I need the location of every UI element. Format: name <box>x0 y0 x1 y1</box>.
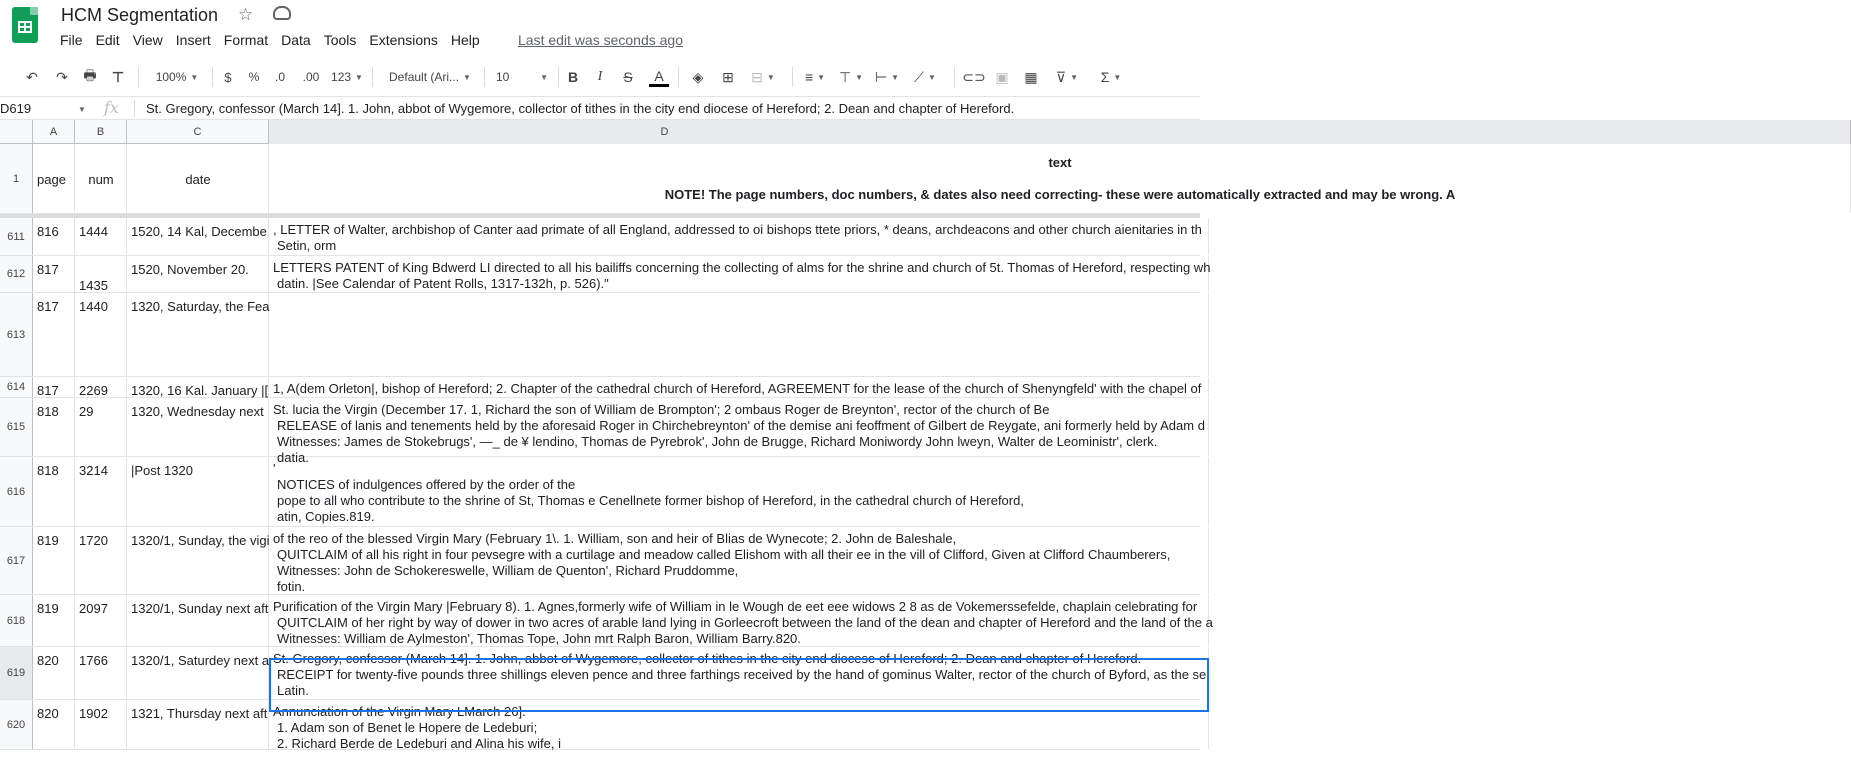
text-color-swatch <box>649 84 669 87</box>
table-row <box>0 527 1200 595</box>
cell-page[interactable]: 817 <box>33 256 75 292</box>
paint-format-icon[interactable]: ⊤ <box>111 68 125 85</box>
sheet-grid <box>0 144 1456 757</box>
formula-bar <box>0 96 1200 120</box>
fx-icon: fx <box>104 98 119 117</box>
cell-page[interactable]: 817 <box>33 377 75 397</box>
cell-text-line: RELEASE of lanis and tenements held by the aforesaid Roger in Chirchebreynton' of the demise ani feoffment of Gilbert de Reygate, ani formerly held by Adam d <box>277 418 1205 433</box>
cell-date[interactable]: 1320, Wednesday next <box>127 398 269 456</box>
row-header[interactable]: 619 <box>0 647 33 699</box>
toolbar <box>0 63 1200 93</box>
cell-page[interactable]: 820 <box>33 700 75 749</box>
row-header[interactable]: 612 <box>0 256 33 292</box>
column-header-c[interactable]: C <box>127 120 269 144</box>
cell-text-line: Witnesses: William de Aylmeston', Thomas Tope, John mrt Ralph Baron, William Barry.820. <box>277 631 801 646</box>
table-row <box>0 218 1200 256</box>
chevron-down-icon: ▼ <box>355 72 363 82</box>
cell-num[interactable]: 29 <box>75 398 127 456</box>
currency-format-button[interactable]: $ <box>224 69 232 85</box>
cell-text-line: Latin. <box>277 683 309 698</box>
print-icon[interactable]: 🖶 <box>83 67 97 83</box>
row-header[interactable]: 611 <box>0 218 33 255</box>
column-header-a[interactable]: A <box>33 120 75 144</box>
column-header-d[interactable] <box>269 120 1851 144</box>
decrease-decimal-button[interactable]: .0 <box>274 70 285 84</box>
cell-page[interactable]: 817 <box>33 293 75 376</box>
text-rotation-icon[interactable]: ⟋ ▼ <box>914 68 936 85</box>
cell-text-line: Witnesses: James de Stokebrugs', —_ de ¥ lendino, Thomas de Pyrebrok', John de Brugge, Richard Moniwordy John lweyn, Walter de Leoministr', clerk. <box>277 434 1158 449</box>
font-size-select[interactable] <box>492 63 552 91</box>
chevron-down-icon: ▼ <box>540 72 548 82</box>
cell-text-line: St. Gregory, confessor (March 14]. 1. John, abbot of Wygemore, collector of tithes in the city end diocese of Hereford; 2. Dean and chapter of Hereford. <box>273 651 1142 666</box>
undo-icon[interactable]: ↶ <box>26 68 38 85</box>
cell-text[interactable] <box>269 218 1209 255</box>
cell-text-line: QUITCLAIM of her right by way of dower in two acres of arable land lying in Gorleecroft between the land of the dean and chapter of Hereford and the land of the a <box>277 615 1213 630</box>
cell-text-line: of the reo of the blessed Virgin Mary (February 1\. 1. William, son and heir of Blias de Wynecote; 2. John de Baleshale, <box>273 531 957 546</box>
cell-text[interactable] <box>269 527 1209 594</box>
cell-page[interactable]: 820 <box>33 647 75 699</box>
header-cell-num[interactable]: num <box>75 144 127 213</box>
cell-text[interactable] <box>269 293 1209 376</box>
cell-date[interactable]: |Post 1320 <box>127 457 269 526</box>
cell-text-line: datin. |See Calendar of Patent Rolls, 1317-132h, p. 526)." <box>277 276 609 291</box>
name-box[interactable]: D619 <box>0 101 32 116</box>
cell-text-line: Annunciation of the Virgin Mary LMarch 26]. <box>273 704 526 719</box>
table-row <box>0 144 1456 214</box>
merge-cells-icon[interactable]: ⊟ ▼ <box>751 68 775 85</box>
cell-text-line: , LETTER of Walter, archbishop of Canter aad primate of all England, addressed to oi bishops ttete priors, * deans, archdeacons and other church aienitaries in th <box>273 222 1202 237</box>
row-header[interactable]: 616 <box>0 457 33 526</box>
cell-page[interactable]: 819 <box>33 595 75 646</box>
cell-text[interactable] <box>269 595 1213 646</box>
row-header[interactable]: 618 <box>0 595 33 646</box>
chevron-down-icon: ▼ <box>190 72 199 82</box>
last-edit-link[interactable]: Last edit was seconds ago <box>518 32 683 48</box>
font-size-value: 10 <box>496 70 510 84</box>
star-icon[interactable]: ☆ <box>238 5 254 24</box>
cell-text-line: 1, A(dem Orleton|, bishop of Hereford; 2. Chapter of the cathedral church of Hereford, AGREEMENT for the lease of the church of Shenyngfeld' with the chapel of <box>273 381 1202 396</box>
table-row <box>0 256 1211 293</box>
frozen-row-divider[interactable] <box>0 214 1200 218</box>
formula-input[interactable]: St. Gregory, confessor (March 14]. 1. John, abbot of Wygemore, collector of tithes in the city end diocese of Hereford; 2. Dean and chapter of Hereford. <box>146 101 1015 116</box>
cell-page[interactable]: 818 <box>33 398 75 456</box>
horizontal-align-icon[interactable]: ≡ ▼ <box>804 69 826 85</box>
column-header-b[interactable]: B <box>75 120 127 144</box>
cell-text-line: St. lucia the Virgin (December 17. 1, Richard the son of William de Brompton'; 2 ombaus Roger de Breynton', rector of the church of Be <box>273 402 1050 417</box>
select-all-corner[interactable] <box>0 120 33 144</box>
text-color-label: A <box>654 67 664 84</box>
redo-icon[interactable]: ↷ <box>56 68 68 85</box>
cell-text[interactable] <box>269 647 1209 699</box>
cell-text[interactable] <box>269 457 1209 526</box>
cell-text-line: NOTICES of indulgences offered by the order of the <box>277 477 576 492</box>
more-formats-label: 123 <box>331 70 352 84</box>
cell-text-line: RECEIPT for twenty-five pounds three shillings eleven pence and three farthings received by the hand of gominus Walter, rector of the church of Byford, as the se <box>277 667 1207 682</box>
cell-text-line: 1. Adam son of Benet le Hopere de Ledeburi; <box>277 720 538 735</box>
cell-date[interactable]: 1320/1, Sunday, the vigi <box>127 527 269 594</box>
column-headers <box>0 120 1200 144</box>
italic-button[interactable]: I <box>597 69 603 84</box>
more-formats-select[interactable] <box>328 63 366 91</box>
table-row <box>0 647 1207 700</box>
table-row <box>0 293 1200 377</box>
bold-button[interactable]: B <box>567 69 579 85</box>
cell-text-line: LETTERS PATENT of King Bdwerd LI directed to all his bailiffs concerning the collecting of alms for the shrine and church of 5t. Thomas of Hereford, respecting wh <box>273 260 1211 275</box>
cell-text[interactable] <box>269 377 1209 397</box>
cell-num[interactable]: 1766 <box>75 647 127 699</box>
row-header[interactable]: 613 <box>0 293 33 376</box>
cell-num[interactable]: 1720 <box>75 527 127 594</box>
row-header[interactable]: 617 <box>0 527 33 594</box>
table-row <box>0 457 1200 527</box>
zoom-select[interactable] <box>148 63 206 91</box>
functions-icon[interactable]: Σ ▼ <box>1100 69 1122 85</box>
menu-help[interactable]: Help <box>450 32 480 48</box>
cell-page[interactable]: 818 <box>33 457 75 526</box>
menu-file[interactable]: File <box>60 32 83 48</box>
document-title[interactable]: HCM Segmentation <box>61 5 219 25</box>
cell-text[interactable] <box>269 398 1209 465</box>
cell-date[interactable]: 1320, Saturday, the Fea <box>127 293 269 376</box>
cell-text-line: Setin, orm <box>277 238 337 253</box>
chevron-down-icon: ▼ <box>463 72 471 82</box>
row-header[interactable]: 1 <box>0 144 33 213</box>
menu-view[interactable]: View <box>132 32 163 48</box>
strikethrough-button[interactable]: S <box>623 69 633 85</box>
menu-insert[interactable]: Insert <box>175 32 211 48</box>
table-row <box>0 595 1213 647</box>
cell-text-line: 2. Richard Berde de Ledeburi and Alina his wife, i <box>277 736 562 751</box>
menu-extensions[interactable]: Extensions <box>369 32 438 48</box>
menu-data[interactable]: Data <box>281 32 311 48</box>
cell-num[interactable]: 1435 <box>75 256 127 292</box>
font-select[interactable] <box>382 63 478 91</box>
row-header[interactable]: 615 <box>0 398 33 456</box>
menu-format[interactable]: Format <box>223 32 269 48</box>
header-text-note: NOTE! The page numbers, doc numbers, & dates also need correcting- these were automatically extracted and may be wrong. A <box>664 187 1456 202</box>
cell-text-line: pope to all who contribute to the shrine of St, Thomas e Cenellnete former bishop of Hereford, in the cathedral church of Hereford, <box>277 493 1024 508</box>
text-wrapping-icon[interactable]: ⊢ ▼ <box>874 68 900 85</box>
cell-num[interactable]: 2269 <box>75 377 127 397</box>
cell-text-line: datia. <box>277 450 309 465</box>
borders-icon[interactable]: ⊞ <box>722 68 734 85</box>
header-cell-text[interactable] <box>269 144 1851 213</box>
cell-date[interactable]: 1321, Thursday next aft <box>127 700 269 749</box>
cell-num[interactable]: 1444 <box>75 218 127 255</box>
table-row <box>0 377 1200 398</box>
zoom-value: 100% <box>155 70 187 84</box>
cell-text-line: Purification of the Virgin Mary |February 8). 1. Agnes,formerly wife of William in le Wough de eet eee widows 2 8 as de Vokemerssefelde, chaplain celebrating for <box>273 599 1198 614</box>
row-header[interactable]: 614 <box>0 377 33 397</box>
cell-text-line: fotin. <box>277 579 306 594</box>
menu-edit[interactable]: Edit <box>95 32 120 48</box>
cell-text-line: atin, Copies.819. <box>277 509 375 524</box>
fill-color-icon[interactable]: ◈ <box>692 68 704 85</box>
vertical-align-icon[interactable]: ⊤ ▼ <box>838 68 864 85</box>
chevron-down-icon[interactable]: ▼ <box>78 105 86 114</box>
header-text-title: text <box>1048 155 1072 170</box>
cloud-status-icon[interactable] <box>273 6 291 20</box>
cell-num[interactable]: 3214 <box>75 457 127 526</box>
cell-date[interactable]: 1520, November 20. <box>127 256 269 292</box>
row-header[interactable]: 620 <box>0 700 33 749</box>
menu-bar <box>60 32 493 48</box>
cell-page[interactable]: 819 <box>33 527 75 594</box>
text-color-button[interactable] <box>648 63 670 91</box>
header-cell-page[interactable]: page <box>33 144 75 213</box>
increase-decimal-button[interactable]: .00 <box>302 70 320 84</box>
cell-date[interactable]: 1320/1, Saturdey next a <box>127 647 269 699</box>
font-value: Default (Ari... <box>389 70 460 84</box>
cell-text[interactable] <box>269 700 1209 749</box>
sheets-logo-icon[interactable] <box>12 7 38 43</box>
header-cell-date[interactable]: date <box>127 144 269 213</box>
insert-link-icon[interactable]: ⊂⊃ <box>962 68 986 85</box>
cell-num[interactable]: 1440 <box>75 293 127 376</box>
cell-date[interactable]: 1320, 16 Kal. January |[ <box>127 377 269 397</box>
cell-num[interactable]: 1902 <box>75 700 127 749</box>
insert-comment-icon[interactable]: ▣ <box>995 68 1009 85</box>
cell-text[interactable] <box>269 256 1209 292</box>
title-bar <box>0 0 1200 58</box>
cell-text-line: QUITCLAIM of all his right in four pevsegre with a curtilage and meadow called Elishom with all their ee in the vill of Clifford, Given at Clifford Chaumberers, <box>277 547 1171 562</box>
column-header-d-label: D <box>660 126 669 138</box>
table-row <box>0 398 1205 465</box>
table-row <box>0 700 1200 750</box>
cell-text-line: Witnesses: John de Schokereswelle, William de Quenton', Richard Pruddomme, <box>277 563 739 578</box>
cell-date[interactable]: 1320/1, Sunday next aft <box>127 595 269 646</box>
cell-text-line: ' <box>273 461 276 476</box>
cell-page[interactable]: 816 <box>33 218 75 255</box>
cell-num[interactable]: 2097 <box>75 595 127 646</box>
cell-date[interactable]: 1520, 14 Kal, Decembe <box>127 218 269 255</box>
filter-icon[interactable]: ⊽ ▼ <box>1055 68 1079 85</box>
percent-format-button[interactable]: % <box>248 70 260 84</box>
insert-chart-icon[interactable]: ▦ <box>1024 68 1038 85</box>
menu-tools[interactable]: Tools <box>323 32 357 48</box>
